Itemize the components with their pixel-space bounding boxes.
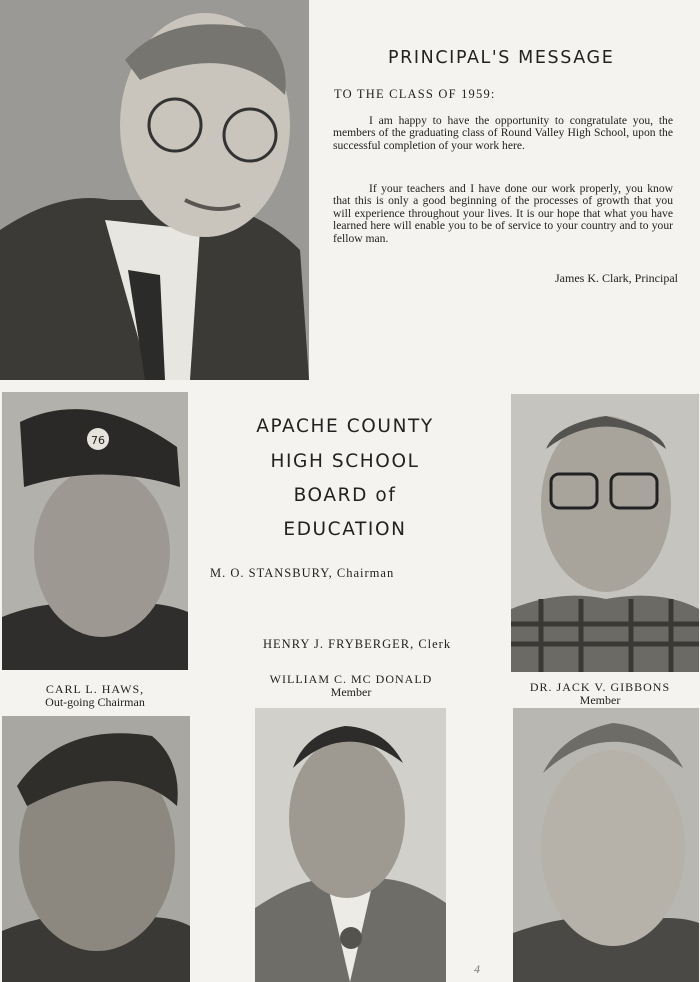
haws-name: CARL L. HAWS, [45,682,145,696]
board-heading-line-4: EDUCATION [283,519,407,540]
board-heading-line-3: BOARD of [293,485,397,506]
mcdonald-photo [255,708,446,982]
message-paragraph-1: I am happy to have the opportunity to congratulate you, the members of the graduating class of Round Valley High School, upon the successful completion of your work here. [333,114,673,152]
board-heading-line-1: APACHE COUNTY [256,416,434,437]
fryberger-photo [513,708,699,982]
board-clerk: HENRY J. FRYBERGER, Clerk [263,637,452,651]
gibbons-role: Member [579,693,621,707]
mcdonald-caption [252,673,450,699]
board-chairman: M. O. STANSBURY, Chairman [210,566,395,580]
board-heading-line-2: HIGH SCHOOL [270,451,420,472]
cap-badge-text: 76 [91,434,105,447]
haws-role: Out-going Chairman [45,695,145,709]
principal-photo [0,0,309,380]
mcdonald-name: WILLIAM C. MC DONALD [269,672,433,686]
stansbury-photo [2,716,190,982]
page-number: 4 [474,962,480,976]
gibbons-caption [500,681,700,707]
gibbons-photo [511,394,699,672]
gibbons-name: DR. JACK V. GIBBONS [529,680,671,694]
principal-message-title: PRINCIPAL'S MESSAGE [388,48,615,68]
salutation: TO THE CLASS OF 1959: [334,87,496,101]
haws-photo [2,392,188,670]
principal-signature: James K. Clark, Principal [555,271,678,285]
message-paragraph-2: If your teachers and I have done our work properly, you know that this is only a good beginning of the processes of growth that you will experience throughout your lives. It is our hope that what you have learned here will enable you to be of service to your country and to your fellow man. [333,182,673,245]
mcdonald-role: Member [330,685,372,699]
haws-caption [0,683,190,709]
